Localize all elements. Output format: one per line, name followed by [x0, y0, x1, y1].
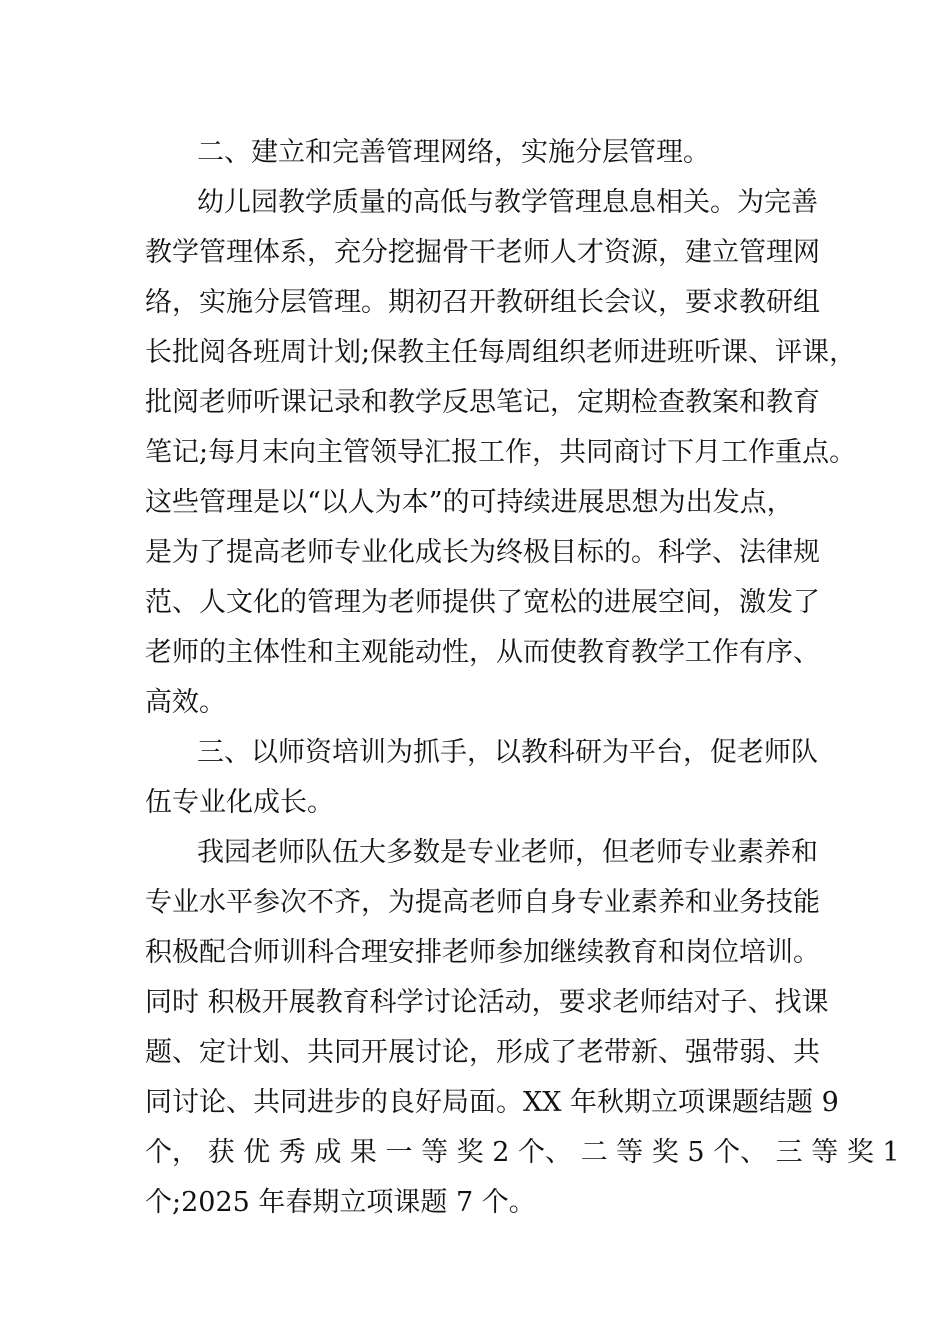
paragraph-line: 老师的主体性和主观能动性，从而使教育教学工作有序、: [145, 637, 820, 668]
paragraph-line: 我园老师队伍大多数是专业老师，但老师专业素养和: [197, 837, 818, 868]
paragraph-line: 同讨论、共同进步的良好局面。XX 年秋期立项课题结题 9: [145, 1087, 839, 1118]
section-heading-3-continued: 伍专业化成长。: [145, 787, 334, 818]
paragraph-line: 长批阅各班周计划;保教主任每周组织老师进班听课、评课，: [145, 337, 857, 368]
paragraph-line: 高效。: [145, 687, 226, 718]
section-heading-3: 三、以师资培训为抓手，以教科研为平台，促老师队: [197, 737, 818, 768]
paragraph-line: 个， 获 优 秀 成 果 一 等 奖 2 个、 二 等 奖 5 个、 三 等 奖 1: [145, 1137, 900, 1168]
paragraph-line: 范、人文化的管理为老师提供了宽松的进展空间，激发了: [145, 587, 820, 618]
paragraph-line: 教学管理体系，充分挖掘骨干老师人才资源，建立管理网: [145, 237, 820, 268]
section-heading-2: 二、建立和完善管理网络，实施分层管理。: [197, 137, 710, 168]
paragraph-line: 个;2025 年春期立项课题 7 个。: [145, 1187, 536, 1218]
paragraph-line: 络，实施分层管理。期初召开教研组长会议，要求教研组: [145, 287, 820, 318]
paragraph-line: 这些管理是以“以人为本”的可持续进展思想为出发点，: [145, 487, 794, 518]
paragraph-line: 题、定计划、共同开展讨论，形成了老带新、强带弱、共: [145, 1037, 820, 1068]
paragraph-line: 幼儿园教学质量的高低与教学管理息息相关。为完善: [197, 187, 818, 218]
paragraph-line: 专业水平参次不齐，为提高老师自身专业素养和业务技能: [145, 887, 820, 918]
paragraph-line: 积极配合师训科合理安排老师参加继续教育和岗位培训。: [145, 937, 820, 968]
paragraph-line: 是为了提高老师专业化成长为终极目标的。科学、法律规: [145, 537, 820, 568]
paragraph-line: 批阅老师听课记录和教学反思笔记，定期检查教案和教育: [145, 387, 820, 418]
paragraph-line: 同时 积极开展教育科学讨论活动，要求老师结对子、找课: [145, 987, 829, 1018]
paragraph-line: 笔记;每月末向主管领导汇报工作，共同商讨下月工作重点。: [145, 437, 857, 468]
